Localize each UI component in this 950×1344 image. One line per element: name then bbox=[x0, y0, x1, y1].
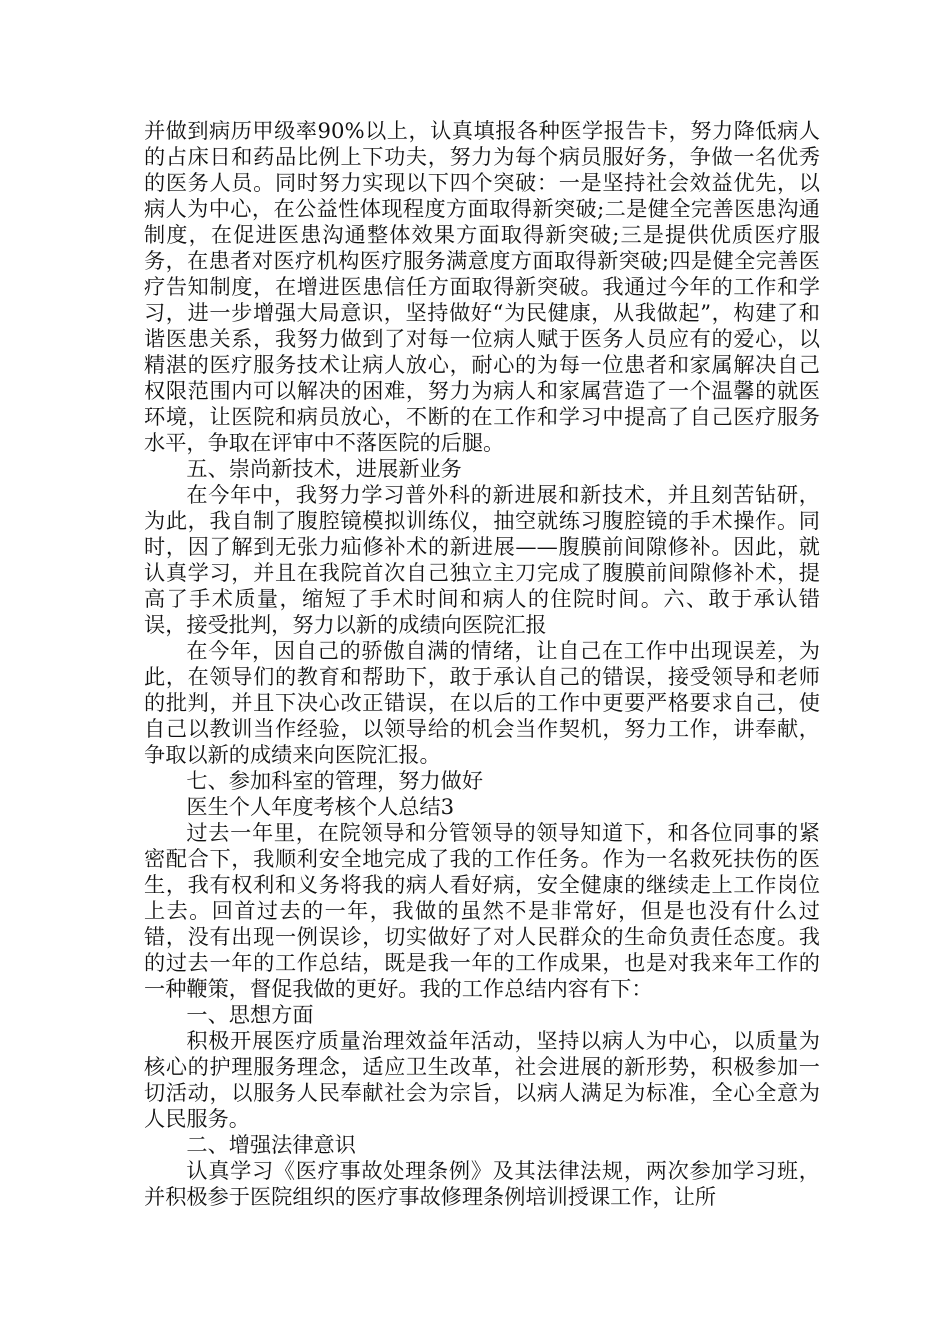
document-page bbox=[144, 118, 820, 1210]
body-paragraph-3: 在今年，因自己的骄傲自满的情绪，让自己在工作中出现误差，为此，在领导们的教育和帮助下，敢于承认自己的错误，接受领导和老师的批判，并且下决心改正错误，在以后的工作中更要严格要求自己，使自己以教训当作经验，以领导给的机会当作契机，努力工作，讲奉献，争取以新的成绩来向医院汇报。 bbox=[144, 638, 820, 767]
body-paragraph-6: 认真学习《医疗事故处理条例》及其法律法规，两次参加学习班，并积极参于医院组织的医疗事故修理条例培训授课工作，让所 bbox=[144, 1158, 820, 1209]
document-title-3: 医生个人年度考核个人总结3 bbox=[186, 794, 455, 819]
body-paragraph-1: 并做到病历甲级率90%以上，认真填报各种医学报告卡，努力降低病人的占床日和药品比例上下功夫，努力为每个病员服好务，争做一名优秀的医务人员。同时努力实现以下四个突破：一是坚持社会效益优先，以病人为中心，在公益性体现程度方面取得新突破;二是健全完善医患沟通制度，在促进医患沟通整体效果方面取得新突破;三是提供优质医疗服务，在患者对医疗机构医疗服务满意度方面取得新突破;四是健全完善医疗告知制度，在增进医患信任方面取得新突破。我通过今年的工作和学习，进一步增强大局意识，坚持做好“为民健康，从我做起”，构建了和谐医患关系，我努力做到了对每一位病人赋于医务人员应有的爱心，以精湛的医疗服务技术让病人放心，耐心的为每一位患者和家属解决自己权限范围内可以解决的困难，努力为病人和家属营造了一个温馨的就医环境，让医院和病员放心，不断的在工作和学习中提高了自己医疗服务水平，争取在评审中不落医院的后腿。 bbox=[144, 118, 820, 455]
body-paragraph-2: 在今年中，我努力学习普外科的新进展和新技术，并且刻苦钻研，为此，我自制了腹腔镜模拟训练仪，抽空就练习腹腔镜的手术操作。同时，因了解到无张力疝修补术的新进展——腹膜前间隙修补。因此，就认真学习，并且在我院首次自己独立主刀完成了腹膜前间隙修补术，提高了手术质量，缩短了手术时间和病人的住院时间。六、敢于承认错误，接受批判，努力以新的成绩向医院汇报 bbox=[144, 482, 820, 637]
section-heading-2: 二、增强法律意识 bbox=[186, 1132, 356, 1157]
section-heading-5: 五、崇尚新技术，进展新业务 bbox=[186, 456, 462, 481]
section-heading-7: 七、参加科室的管理，努力做好 bbox=[186, 768, 484, 793]
section-heading-1: 一、思想方面 bbox=[186, 1002, 314, 1027]
body-paragraph-5: 积极开展医疗质量治理效益年活动，坚持以病人为中心，以质量为核心的护理服务理念，适应卫生改革，社会进展的新形势，积极参加一切活动，以服务人民奉献社会为宗旨，以病人满足为标准，全心全意为人民服务。 bbox=[144, 1028, 820, 1131]
body-paragraph-4: 过去一年里，在院领导和分管领导的领导知道下，和各位同事的紧密配合下，我顺利安全地完成了我的工作任务。作为一名救死扶伤的医生，我有权利和义务将我的病人看好病，安全健康的继续走上工作岗位上去。回首过去的一年，我做的虽然不是非常好，但是也没有什么过错，没有出现一例误诊，切实做好了对人民群众的生命负责任态度。我的过去一年的工作总结，既是我一年的工作成果，也是对我来年工作的一种鞭策，督促我做的更好。我的工作总结内容有下： bbox=[144, 820, 820, 1001]
